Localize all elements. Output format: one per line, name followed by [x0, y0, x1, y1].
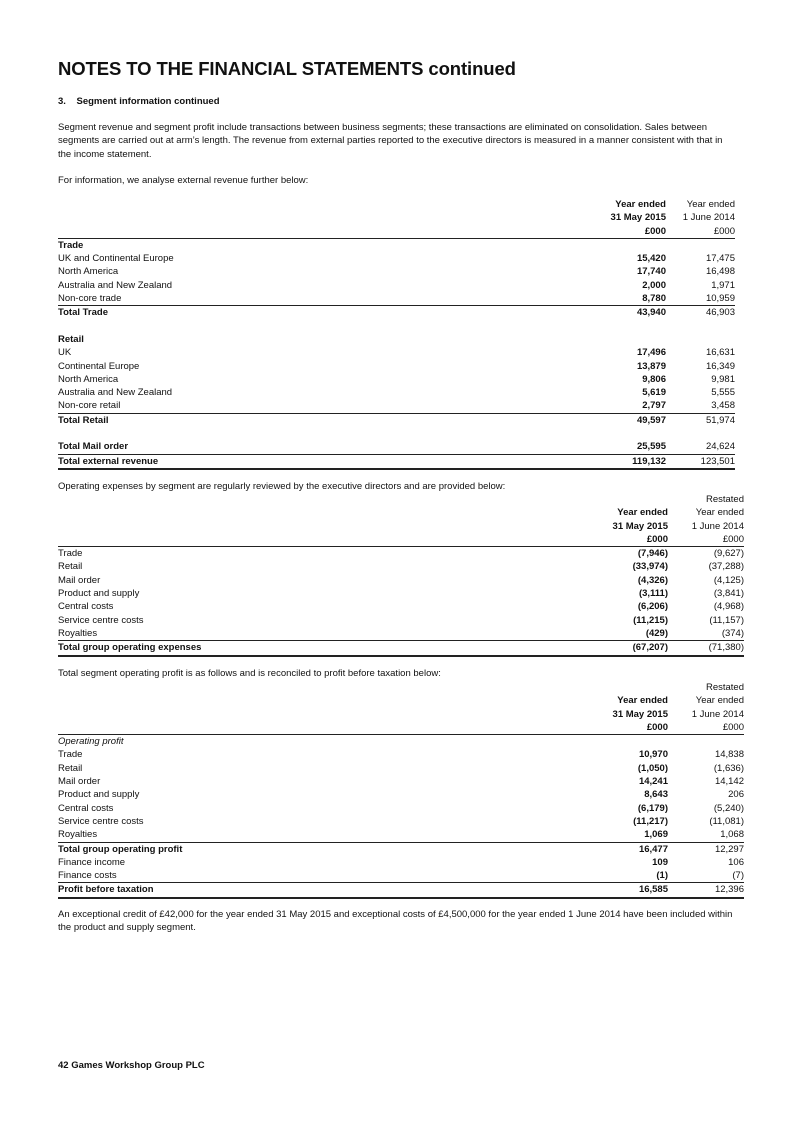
row-current: 17,496 [636, 347, 666, 359]
row-current: 8,643 [644, 789, 668, 801]
row-label: North America [58, 373, 119, 385]
row-prior: 9,981 [711, 373, 735, 385]
row-prior: (4,968) [713, 601, 744, 613]
total-current: 16,477 [598, 842, 668, 856]
col-header: Year ended [617, 507, 668, 519]
row-prior: 16,631 [705, 347, 735, 359]
total-current: 25,595 [636, 441, 666, 453]
row-prior: (11,081) [709, 815, 744, 827]
row-current: (3,111) [638, 588, 668, 600]
row-prior: 16,498 [705, 266, 735, 278]
row-label: UK and Continental Europe [58, 253, 174, 265]
row-prior: 1,068 [720, 829, 744, 841]
row-label: Australia and New Zealand [58, 279, 173, 291]
row-current: (11,215) [633, 614, 668, 626]
opex-intro: Operating expenses by segment are regularly reviewed by the executive directors and are provided below: [58, 481, 506, 492]
col-unit: £000 [598, 721, 668, 735]
row-label: Mail order [58, 574, 101, 586]
total-prior: 12,297 [668, 842, 744, 856]
grand-total-prior: 123,501 [666, 454, 735, 469]
row-label: UK [58, 347, 72, 359]
total-prior: 24,624 [705, 441, 735, 453]
col-unit: £000 [668, 721, 744, 735]
col-header [598, 493, 668, 506]
total-label: Total Retail [58, 413, 594, 427]
row-prior: 10,959 [705, 293, 735, 305]
row-label: Continental Europe [58, 360, 140, 372]
col-header: Restated [705, 494, 744, 505]
total-label: Total Trade [58, 306, 594, 320]
row-current: 5,619 [642, 387, 666, 399]
row-label: Product and supply [58, 789, 140, 801]
row-label: Service centre costs [58, 815, 144, 827]
row-current: (6,179) [637, 802, 668, 814]
row-prior: 106 [728, 856, 744, 868]
col-unit: £000 [598, 533, 668, 547]
row-prior: (4,125) [713, 574, 744, 586]
col-unit: £000 [594, 225, 666, 239]
col-header: 31 May 2015 [612, 708, 668, 720]
col-header: 1 June 2014 [691, 708, 744, 720]
col-header: 31 May 2015 [612, 520, 668, 532]
row-label: Non-core trade [58, 293, 122, 305]
col-header: Year ended [695, 695, 744, 707]
total-label: Total Mail order [58, 441, 129, 453]
row-prior: (11,157) [709, 614, 744, 626]
row-prior: (7) [732, 870, 744, 882]
group-heading: Operating profit [58, 736, 124, 748]
col-header: 31 May 2015 [610, 212, 666, 224]
row-current: (11,217) [633, 815, 668, 827]
col-unit: £000 [668, 533, 744, 547]
col-header: Year ended [615, 199, 666, 210]
row-current: (429) [645, 627, 668, 639]
intro-paragraph: Segment revenue and segment profit include transactions between business segments; these transactions are eliminated on consolidation. Sales between segments are carried out at arm’s length. The revenue from external parties reported to the executive directors is measured in a manner consistent with that in the income statement. [58, 122, 723, 160]
row-current: 10,970 [638, 749, 668, 761]
closing-paragraph: An exceptional credit of £42,000 for the year ended 31 May 2015 and exceptional costs of £4,500,000 for the year ended 1 June 2014 have been included within the product and supply segment. [58, 909, 733, 934]
row-prior: (374) [721, 627, 744, 639]
row-label: Finance costs [58, 870, 117, 882]
col-header: Restated [705, 682, 744, 693]
col-unit: £000 [666, 225, 735, 239]
row-current: 14,241 [638, 776, 668, 788]
row-current: 9,806 [642, 373, 666, 385]
row-current: (1) [656, 870, 668, 882]
row-current: 2,797 [642, 400, 666, 412]
grand-total-current: (67,207) [598, 641, 668, 656]
row-current: (7,946) [637, 548, 668, 560]
row-prior: 206 [728, 789, 744, 801]
operating-expenses-table [58, 493, 744, 657]
profit-intro: Total segment operating profit is as follows and is reconciled to profit before taxation below: [58, 668, 441, 679]
row-current: 8,780 [642, 293, 666, 305]
row-prior: (5,240) [713, 802, 744, 814]
page-footer: 42 Games Workshop Group PLC [58, 1060, 205, 1071]
row-label: North America [58, 266, 119, 278]
row-current: 17,740 [636, 266, 666, 278]
row-prior: 3,458 [711, 400, 735, 412]
grand-total-label: Total external revenue [58, 454, 594, 469]
row-prior: 17,475 [705, 253, 735, 265]
grand-total-label: Total group operating expenses [58, 641, 598, 656]
col-header: Year ended [617, 695, 668, 707]
grand-total-current: 16,585 [598, 883, 668, 898]
section-heading: 3. Segment information continued [58, 96, 220, 107]
group-heading: Retail [58, 333, 84, 345]
grand-total-prior: (71,380) [668, 641, 744, 656]
row-label: Retail [58, 762, 83, 774]
row-prior: (3,841) [713, 588, 744, 600]
row-label: Retail [58, 561, 83, 573]
row-label: Non-core retail [58, 400, 121, 412]
row-label: Trade [58, 548, 83, 560]
row-prior: 14,142 [714, 776, 744, 788]
group-heading: Trade [58, 239, 84, 251]
col-header [598, 681, 668, 694]
row-prior: (9,627) [713, 548, 744, 560]
operating-profit-table [58, 681, 744, 899]
row-prior: (1,636) [713, 762, 744, 774]
row-prior: 5,555 [711, 387, 735, 399]
row-label: Royalties [58, 627, 98, 639]
row-current: 109 [652, 856, 668, 868]
col-header: 1 June 2014 [691, 520, 744, 532]
row-current: 1,069 [644, 829, 668, 841]
row-current: (4,326) [637, 574, 668, 586]
grand-total-label: Profit before taxation [58, 883, 598, 898]
row-prior: (37,288) [708, 561, 744, 573]
total-label: Total group operating profit [58, 842, 598, 856]
row-current: (6,206) [637, 601, 668, 613]
row-label: Trade [58, 749, 83, 761]
total-current: 49,597 [594, 413, 666, 427]
col-header: Year ended [686, 199, 735, 210]
total-prior: 51,974 [666, 413, 735, 427]
row-label: Central costs [58, 802, 114, 814]
col-header: Year ended [695, 507, 744, 519]
row-current: 15,420 [636, 253, 666, 265]
row-prior: 1,971 [711, 279, 735, 291]
row-current: 13,879 [636, 360, 666, 372]
row-label: Product and supply [58, 588, 140, 600]
row-prior: 14,838 [714, 749, 744, 761]
total-prior: 46,903 [666, 306, 735, 320]
row-label: Royalties [58, 829, 98, 841]
row-current: (1,050) [637, 762, 668, 774]
row-current: 2,000 [642, 279, 666, 291]
page-title: NOTES TO THE FINANCIAL STATEMENTS continued [58, 58, 516, 79]
revenue-intro: For information, we analyse external revenue further below: [58, 175, 309, 186]
external-revenue-table [58, 198, 735, 470]
total-current: 43,940 [594, 306, 666, 320]
row-label: Australia and New Zealand [58, 387, 173, 399]
row-prior: 16,349 [705, 360, 735, 372]
row-label: Central costs [58, 601, 114, 613]
grand-total-current: 119,132 [594, 454, 666, 469]
row-label: Service centre costs [58, 614, 144, 626]
col-header: 1 June 2014 [682, 212, 735, 224]
row-current: (33,974) [632, 561, 668, 573]
row-label: Mail order [58, 776, 101, 788]
grand-total-prior: 12,396 [668, 883, 744, 898]
row-label: Finance income [58, 856, 126, 868]
